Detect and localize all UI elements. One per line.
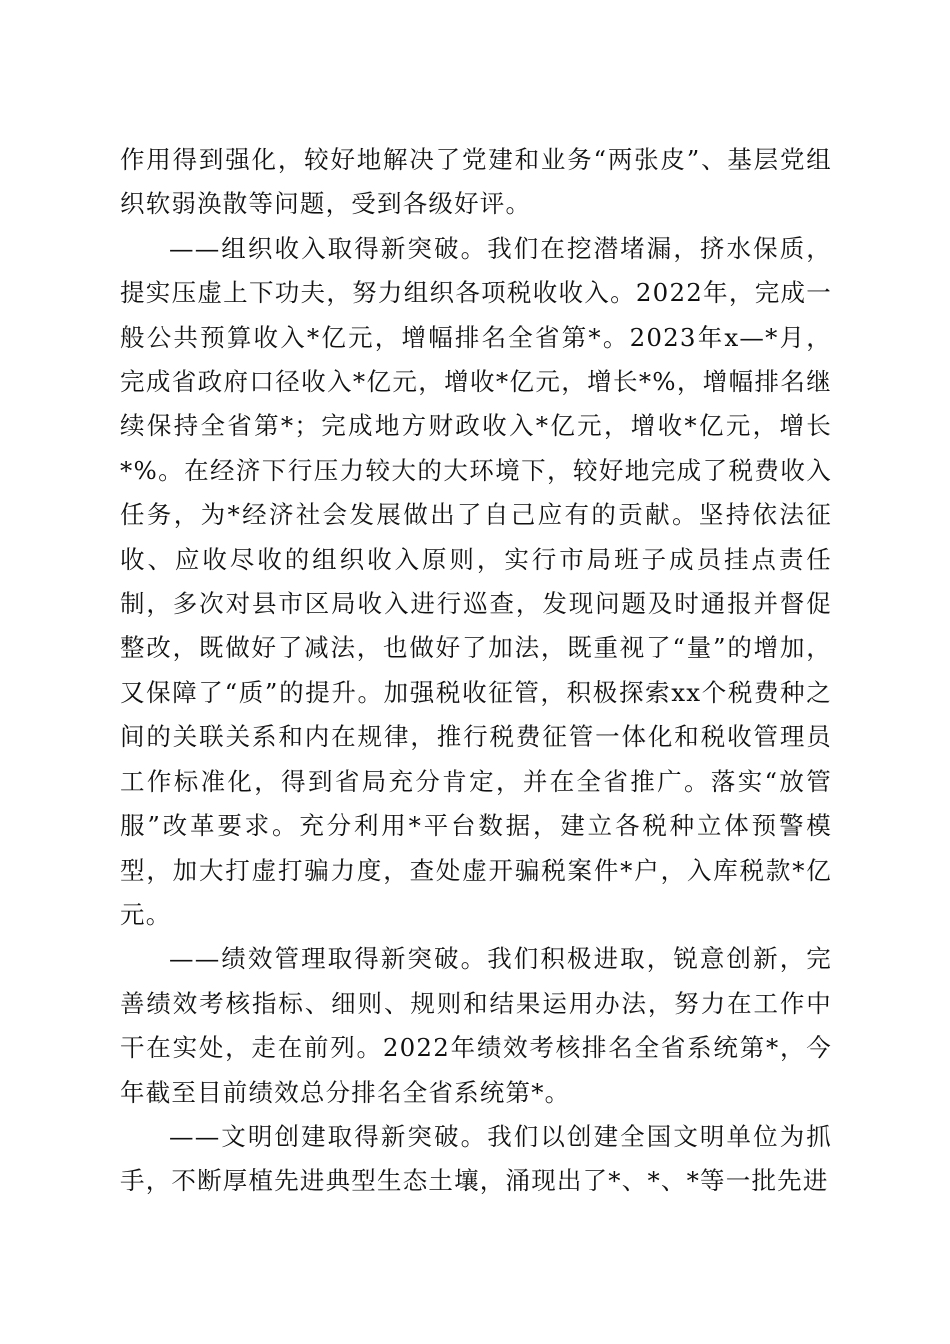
paragraph-continuation: 作用得到强化，较好地解决了党建和业务“两张皮”、基层党组织软弱涣散等问题，受到各级好评。 (120, 145, 832, 219)
paragraph-civilization: ——文明创建取得新突破。我们以创建全国文明单位为抓手，不断厚植先进典型生态土壤，涌现出了*、*、*等一批先进 (120, 1121, 832, 1196)
paragraph-performance: ——绩效管理取得新突破。我们积极进取，锐意创新，完善绩效考核指标、细则、规则和结果运用办法，努力在工作中干在实处，走在前列。2022年绩效考核排名全省系统第*，今年截至目前绩效总分排名全省系统第*。 (120, 944, 832, 1107)
paragraph-revenue: ——组织收入取得新突破。我们在挖潜堵漏，挤水保质，提实压虚上下功夫，努力组织各项税收收入。2022年，完成一般公共预算收入*亿元，增幅排名全省第*。2023年x—*月，完成省政府口径收入*亿元，增收*亿元，增长*%，增幅排名继续保持全省第*；完成地方财政收入*亿元，增收*亿元，增长*%。在经济下行压力较大的大环境下，较好地完成了税费收入任务，为*经济社会发展做出了自己应有的贡献。坚持依法征收、应收尽收的组织收入原则，实行市局班子成员挂点责任制，多次对县市区局收入进行巡查，发现问题及时通报并督促整改，既做好了减法，也做好了加法，既重视了“量”的增加，又保障了“质”的提升。加强税收征管，积极探索xx个税费种之间的关联关系和内在规律，推行税费征管一体化和税收管理员工作标准化，得到省局充分肯定，并在全省推广。落实“放管服”改革要求。充分利用*平台数据，建立各税种立体预警模型，加大打虚打骗力度，查处虚开骗税案件*户，入库税款*亿元。 (120, 233, 832, 929)
document-body (120, 138, 832, 1204)
